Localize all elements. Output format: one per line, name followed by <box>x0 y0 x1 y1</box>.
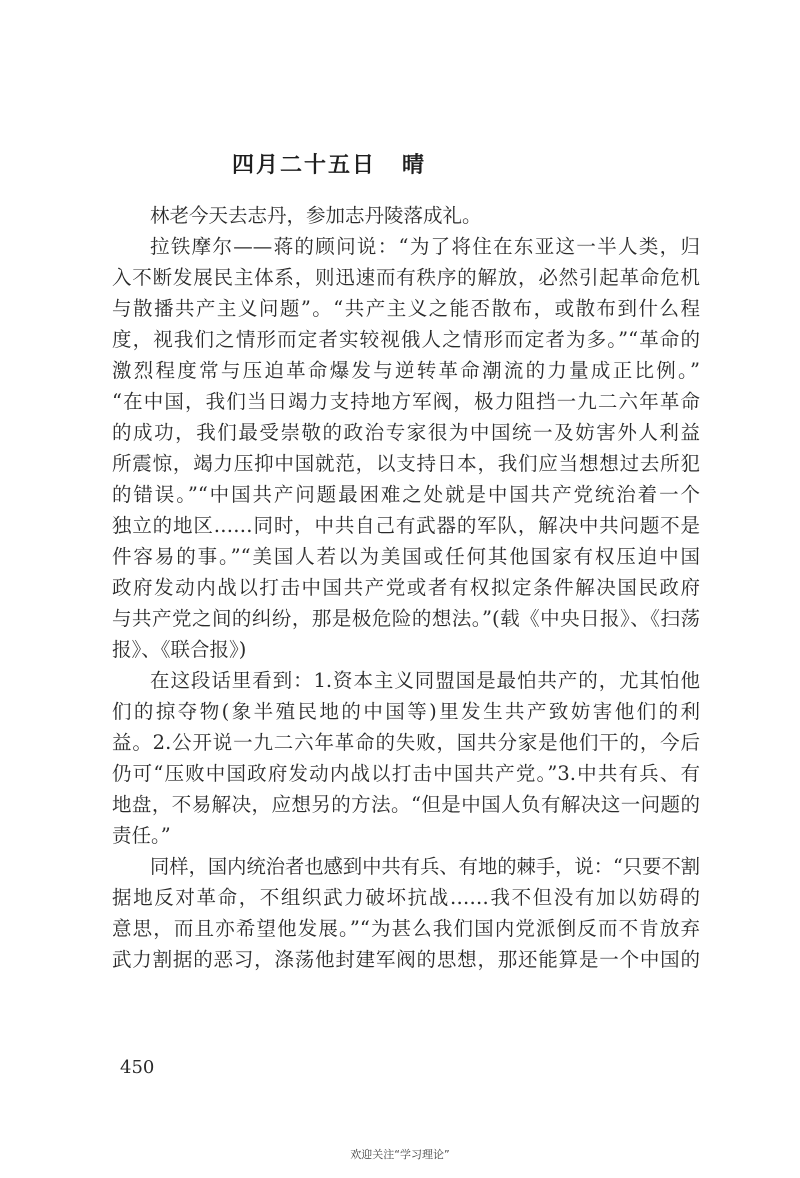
entry-heading <box>232 148 426 179</box>
text-line: 同样，国内统治者也感到中共有兵、有地的棘手，说：“只要不割 <box>150 855 700 878</box>
text-line: 据地反对革命，不组织武力破坏抗战……我不但没有加以妨碍的 <box>112 886 700 909</box>
text-line: 林老今天去志丹，参加志丹陵落成礼。 <box>150 204 482 227</box>
entry-weather: 晴 <box>402 153 427 178</box>
page-number: 450 <box>120 1057 155 1078</box>
text-line: 拉铁摩尔——蒋的顾问说：“为了将住在东亚这一半人类，归 <box>150 235 700 258</box>
text-line: 在这段话里看到：1.资本主义同盟国是最怕共产的，尤其怕他 <box>150 669 700 692</box>
text-line: 激烈程度常与压迫革命爆发与逆转革命潮流的力量成正比例。” <box>112 359 700 382</box>
text-line: 政府发动内战以打击中国共产党或者有权拟定条件解决国民政府 <box>112 576 700 599</box>
text-line: 地盘，不易解决，应想另的方法。“但是中国人负有解决这一问题的 <box>112 793 700 816</box>
text-line: 的错误。”“中国共产问题最困难之处就是中国共产党统治着一个 <box>112 483 700 506</box>
text-line: 入不断发展民主体系，则迅速而有秩序的解放，必然引起革命危机 <box>112 266 700 289</box>
text-line: 度，视我们之情形而定者实较视俄人之情形而定者为多。”“革命的 <box>112 328 700 351</box>
text-line: “在中国，我们当日竭力支持地方军阀，极力阻挡一九二六年革命 <box>112 390 700 413</box>
text-line: 的成功，我们最受崇敬的政治专家很为中国统一及妨害外人利益 <box>112 421 700 444</box>
text-line: 独立的地区……同时，中共自己有武器的军队，解决中共问题不是 <box>112 514 700 537</box>
text-line: 们的掠夺物(象半殖民地的中国等)里发生共产致妨害他们的利 <box>112 700 700 723</box>
body-text <box>112 200 700 975</box>
text-line: 武力割据的恶习，涤荡他封建军阀的思想，那还能算是一个中国的 <box>112 948 700 971</box>
text-line: 意思，而且亦希望他发展。”“为甚么我们国内党派倒反而不肯放弃 <box>112 917 700 940</box>
text-line: 件容易的事。”“美国人若以为美国或任何其他国家有权压迫中国 <box>112 545 700 568</box>
text-line: 益。2.公开说一九二六年革命的失败，国共分家是他们干的，今后 <box>112 731 700 754</box>
text-line: 仍可“压败中国政府发动内战以打击中国共产党。”3.中共有兵、有 <box>112 762 700 785</box>
text-line: 所震惊，竭力压抑中国就范，以支持日本，我们应当想想过去所犯 <box>112 452 700 475</box>
text-line: 与共产党之间的纠纷，那是极危险的想法。”(载《中央日报》、《扫荡 <box>112 607 700 630</box>
text-line: 责任。” <box>112 824 171 847</box>
footer-note: 欢迎关注“学习理论” <box>350 1148 450 1161</box>
entry-date: 四月二十五日 <box>232 153 377 178</box>
text-line: 与散播共产主义问题”。“共产主义之能否散布，或散布到什么程 <box>112 297 700 320</box>
text-line: 报》、《联合报》) <box>112 638 247 661</box>
